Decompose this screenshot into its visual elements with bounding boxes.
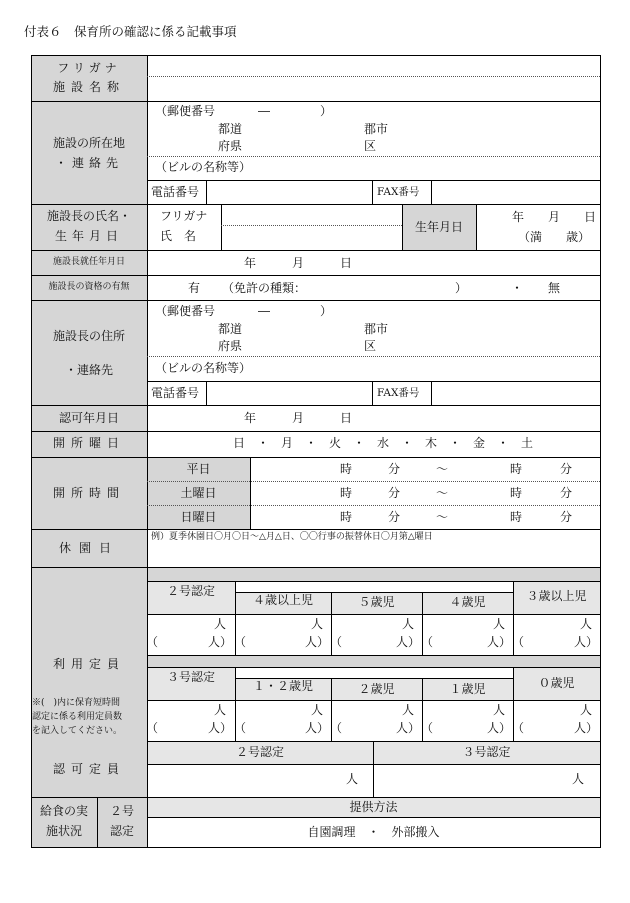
open-hours-label: 開所時間 [52,486,125,500]
meal-sub-1: ２号 [109,804,134,818]
approved-2-label: ２号認定 [235,745,284,759]
dir-tel-label: 電話番号 [151,386,200,400]
capacity-note-3: を記入してください。 [32,726,123,736]
facility-name-input[interactable] [148,77,600,101]
birthdate-label: 生年月日 [414,220,463,234]
open-days-options[interactable]: 日 ・ 月 ・ 火 ・ 水 ・ 木 ・ 金 ・ 土 [233,436,534,450]
director-name: 氏 名 [160,229,197,243]
qualification-no[interactable]: 無 [548,281,561,295]
cap2-nin-3: 人 [402,617,415,631]
capacity-label: 利用定員 [52,657,125,671]
cap3-open-3: （ [330,721,343,735]
hours-sun-fun[interactable]: 分 [388,510,401,524]
approved-3-nin[interactable]: 人 [572,772,585,786]
tel-input[interactable] [207,181,372,204]
age: （満 歳） [518,230,591,244]
capacity-mid-bar [147,655,600,667]
director-contact-label: ・連絡先 [64,363,113,377]
furigana-label: フリガナ [57,61,121,75]
cap3-nin-5: 人 [580,703,593,717]
dir-postal-label: （郵便番号 [155,304,216,318]
meal-method-options[interactable]: 自園調理 ・ 外部搬入 [307,825,440,839]
hours-sun-fun2[interactable]: 分 [560,510,573,524]
cap3-close-4: 人） [487,721,512,735]
tenure-label: 施設長就任年月日 [52,257,125,267]
hours-sun-ji2[interactable]: 時 [510,510,523,524]
tel-label: 電話番号 [151,185,200,199]
cap3-close-3: 人） [396,721,421,735]
cap3-close-1: 人） [208,721,233,735]
prefecture-fu: 府県 [218,139,243,153]
address-label: 施設の所在地 [52,136,125,150]
qualification-close: ） [455,281,468,295]
hours-weekday-fun2[interactable]: 分 [560,462,573,476]
cap3-nin-3: 人 [402,703,415,717]
cap2-nin-4: 人 [493,617,506,631]
approved-3-label: ３号認定 [462,745,511,759]
birth-ymd: 年 月 日 [512,210,597,224]
cap2-4up-label: ４歳以上児 [252,593,313,607]
cap3-nin-1: 人 [214,703,227,717]
cap3-type-label: ３号認定 [166,670,215,684]
hours-weekday-ji2[interactable]: 時 [510,462,523,476]
cap2-open-2: （ [234,635,247,649]
page-title: 付表６ 保育所の確認に係る記載事項 [24,24,237,39]
cap2-5yo-label: ５歳児 [358,595,395,609]
hours-weekday-fun[interactable]: 分 [388,462,401,476]
building-label: （ビルの名称等） [155,160,252,174]
dir-tel-input[interactable] [207,382,372,405]
cap2-open-4: （ [421,635,434,649]
city-ku: 区 [364,139,377,153]
cap3-nin-4: 人 [493,703,506,717]
qualification-yes[interactable]: 有 [188,281,201,295]
postal-dash: ― [258,104,270,118]
prefecture-to: 都道 [218,122,243,136]
cap2-nin-1: 人 [214,617,227,631]
contact-label: ・連絡先 [54,156,123,170]
cap2-close-1: 人） [208,635,233,649]
dir-city-ku: 区 [364,339,377,353]
hours-sat-ji2[interactable]: 時 [510,486,523,500]
cap2-close-2: 人） [305,635,330,649]
hours-row-saturday: 土曜日 [180,486,217,500]
fax-input[interactable] [432,181,600,204]
hours-sat-fun2[interactable]: 分 [560,486,573,500]
cap3-close-2: 人） [305,721,330,735]
dir-postal-dash: ― [258,304,270,318]
postal-label: （郵便番号 [155,104,216,118]
cap2-open-1: （ [146,635,159,649]
cap2-nin-2: 人 [311,617,324,631]
holiday-label: 休園日 [58,541,119,555]
dir-fax-label: FAX番号 [377,387,420,399]
city-gun: 郡市 [364,122,389,136]
meal-label-2: 施状況 [45,824,82,838]
open-days-label: 開所曜日 [52,436,125,450]
cap2-nin-5: 人 [580,617,593,631]
postal-close: ） [320,104,333,118]
dir-fax-input[interactable] [432,382,600,405]
cap2-open-5: （ [512,635,525,649]
dir-prefecture-to: 都道 [218,322,243,336]
cap3-open-2: （ [234,721,247,735]
hours-sun-wave: ～ [436,510,449,524]
director-address-label: 施設長の住所 [52,329,125,343]
hours-sat-ji[interactable]: 時 [340,486,353,500]
capacity-note-2: 認定に係る利用定員数 [32,712,123,722]
facility-name-label: 施設名称 [52,80,125,94]
approval-ymd[interactable]: 年 月 日 [244,411,353,425]
qualification-dot: ・ [511,281,524,295]
capacity-note-1: ※( )内に保育短時間 [32,698,121,708]
fax-label: FAX番号 [377,186,420,198]
capacity-top-bar [147,567,600,581]
cap3-0yo-label: ０歳児 [538,676,575,690]
director-name-input[interactable] [222,226,402,250]
cap3-2yo-label: ２歳児 [358,682,395,696]
furigana-input[interactable] [148,56,600,76]
tenure-ymd[interactable]: 年 月 日 [244,256,353,270]
cap-white-1 [235,581,513,592]
cap2-close-3: 人） [396,635,421,649]
dir-postal-close: ） [320,304,333,318]
cap2-open-3: （ [330,635,343,649]
dir-building-label: （ビルの名称等） [155,361,252,375]
dir-city-gun: 郡市 [364,322,389,336]
cap3-1yo-label: １歳児 [449,682,486,696]
cap3-nin-2: 人 [311,703,324,717]
cap3-open-1: （ [146,721,159,735]
hours-sat-fun[interactable]: 分 [388,486,401,500]
qualification-type: （免許の種類： [222,281,307,295]
hours-row-sunday: 日曜日 [180,510,217,524]
approved-2-nin[interactable]: 人 [346,772,359,786]
cap2-type-label: ２号認定 [166,584,215,598]
qualification-label: 施設長の資格の有無 [48,282,130,292]
director-furigana: フリガナ [160,209,208,223]
cap3-open-5: （ [512,721,525,735]
hours-sun-ji[interactable]: 時 [340,510,353,524]
cap2-4yo-label: ４歳児 [449,595,486,609]
director-birth-label: 生年月日 [54,229,123,243]
meal-label-1: 給食の実 [39,804,88,818]
cap3-open-4: （ [421,721,434,735]
cap3-close-5: 人） [574,721,599,735]
approval-date-label: 認可年月日 [58,411,119,425]
cap-white-2 [235,667,513,678]
meal-sub-2: 認定 [109,824,134,838]
meal-method-label: 提供方法 [349,800,398,814]
hours-weekday-ji[interactable]: 時 [340,462,353,476]
director-label: 施設長の氏名・ [46,209,131,223]
cap2-3up-label: ３歳以上児 [526,589,587,603]
hours-row-weekday: 平日 [186,462,211,476]
hours-weekday-wave: ～ [436,462,449,476]
hours-sat-wave: ～ [436,486,449,500]
approved-capacity-label: 認可定員 [52,762,125,776]
dir-prefecture-fu: 府県 [218,339,243,353]
holiday-example[interactable]: 例）夏季休園日〇月〇日～△月△日、〇〇行事の振替休日〇月第△曜日 [151,532,433,542]
cap2-close-4: 人） [487,635,512,649]
cap3-12yo-label: １・２歳児 [252,679,313,693]
cap2-close-5: 人） [574,635,599,649]
director-furigana-input[interactable] [222,205,402,225]
